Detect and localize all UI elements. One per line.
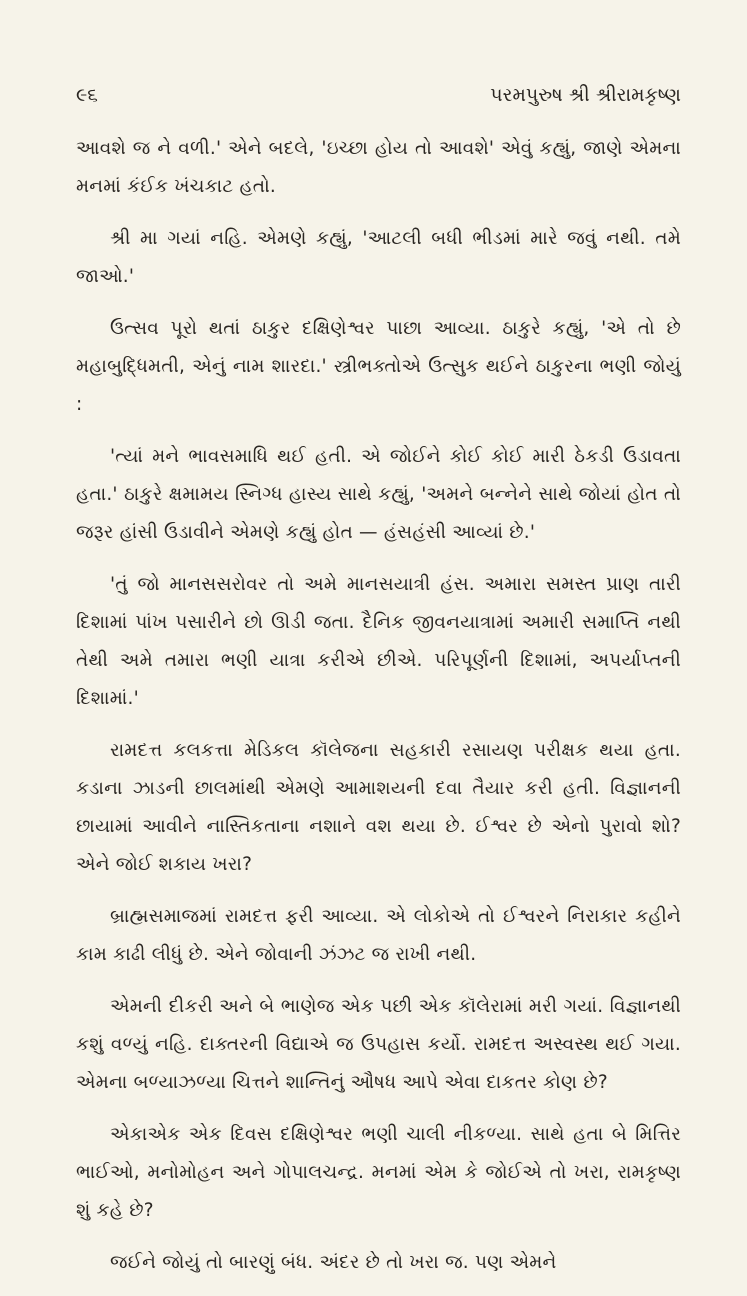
page-number: ૯૬ [76,84,98,106]
body-text [76,130,681,1296]
paragraph: એમની દીકરી અને બે ભાણેજ એક પછી એક કૉલેરામાં મરી ગયાં. વિજ્ઞાનથી કશું વળ્યું નહિ. દાક્તરની વિદ્યાએ જ ઉપહાસ કર્યો. રામદત્ત અસ્વસ્થ થઈ ગયા. એમના બળ્યાઝળ્યા ચિત્તને શાન્તિનું ઔષધ આપે એવા દાકતર કોણ છે? [76,996,681,1093]
running-head [76,83,681,107]
paragraph: 'ત્યાં મને ભાવસમાધિ થઈ હતી. એ જોઈને કોઈ કોઈ મારી ઠેકડી ઉડાવતા હતા.' ઠાકુરે ક્ષમામય સ્નિગ્ધ હાસ્ય સાથે કહ્યું, 'અમને બન્નેને સાથે જોયાં હોત તો જરૂર હાંસી ઉડાવીને એમણે કહ્યું હોત — હંસહંસી આવ્યાં છે.' [76,446,681,543]
paragraph: એકાએક એક દિવસ દક્ષિણેશ્વર ભણી ચાલી નીકળ્યા. સાથે હતા બે મિત્તિર ભાઈઓ, મનોમોહન અને ગોપાલચન્દ્ર. મનમાં એમ કે જોઈએ તો ખરા, રામકૃષ્ણ શું કહે છે? [76,1124,681,1221]
paragraph: શ્રી મા ગયાં નહિ. એમણે કહ્યું, 'આટલી બધી ભીડમાં મારે જવું નથી. તમે જાઓ.' [76,228,681,287]
paragraph: 'તું જો માનસસરોવર તો અમે માનસયાત્રી હંસ. અમારા સમસ્ત પ્રાણ તારી દિશામાં પાંખ પસારીને છો ઊડી જતા. દૈનિક જીવનયાત્રામાં અમારી સમાપ્તિ નથી તેથી અમે તમારા ભણી યાત્રા કરીએ છીએ. પરિપૂર્ણની દિશામાં, અપર્યાપ્તની દિશામાં.' [76,574,681,709]
paragraph: ઉત્સવ પૂરો થતાં ઠાકુર દક્ષિણેશ્વર પાછા આવ્યા. ઠાકુરે કહ્યું, 'એ તો છે મહાબુદ્ધિમતી, એનું નામ શારદા.' સ્ત્રીભક્તોએ ઉત્સુક થઈને ઠાકુરના ભણી જોયું : [76,318,681,415]
paragraph: બ્રાહ્મસમાજમાં રામદત્ત ફરી આવ્યા. એ લોકોએ તો ઈશ્વરને નિરાકાર કહીને કામ કાઢી લીધું છે. એને જોવાની ઝંઝટ જ રાખી નથી. [76,906,681,965]
paragraph: જઈને જોયું તો બારણું બંધ. અંદર છે તો ખરા જ. પણ એમને [110,1252,557,1273]
running-title: પરમપુરુષ શ્રી શ્રીરામકૃષ્ણ [490,84,681,106]
paragraph: આવશે જ ને વળી.' એને બદલે, 'ઇચ્છા હોય તો આવશે' એવું કહ્યું, જાણે એમના મનમાં કંઈક ખંચકાટ હતો. [76,138,681,197]
paragraph: રામદત્ત કલકત્તા મેડિકલ કૉલેજના સહકારી રસાયણ પરીક્ષક થયા હતા. કડાના ઝાડની છાલમાંથી એમણે આમાશયની દવા તૈયાર કરી હતી. વિજ્ઞાનની છાયામાં આવીને નાસ્તિકતાના નશાને વશ થયા છે. ઈશ્વર છે એનો પુરાવો શો? એને જોઈ શકાય ખરા? [76,740,681,875]
